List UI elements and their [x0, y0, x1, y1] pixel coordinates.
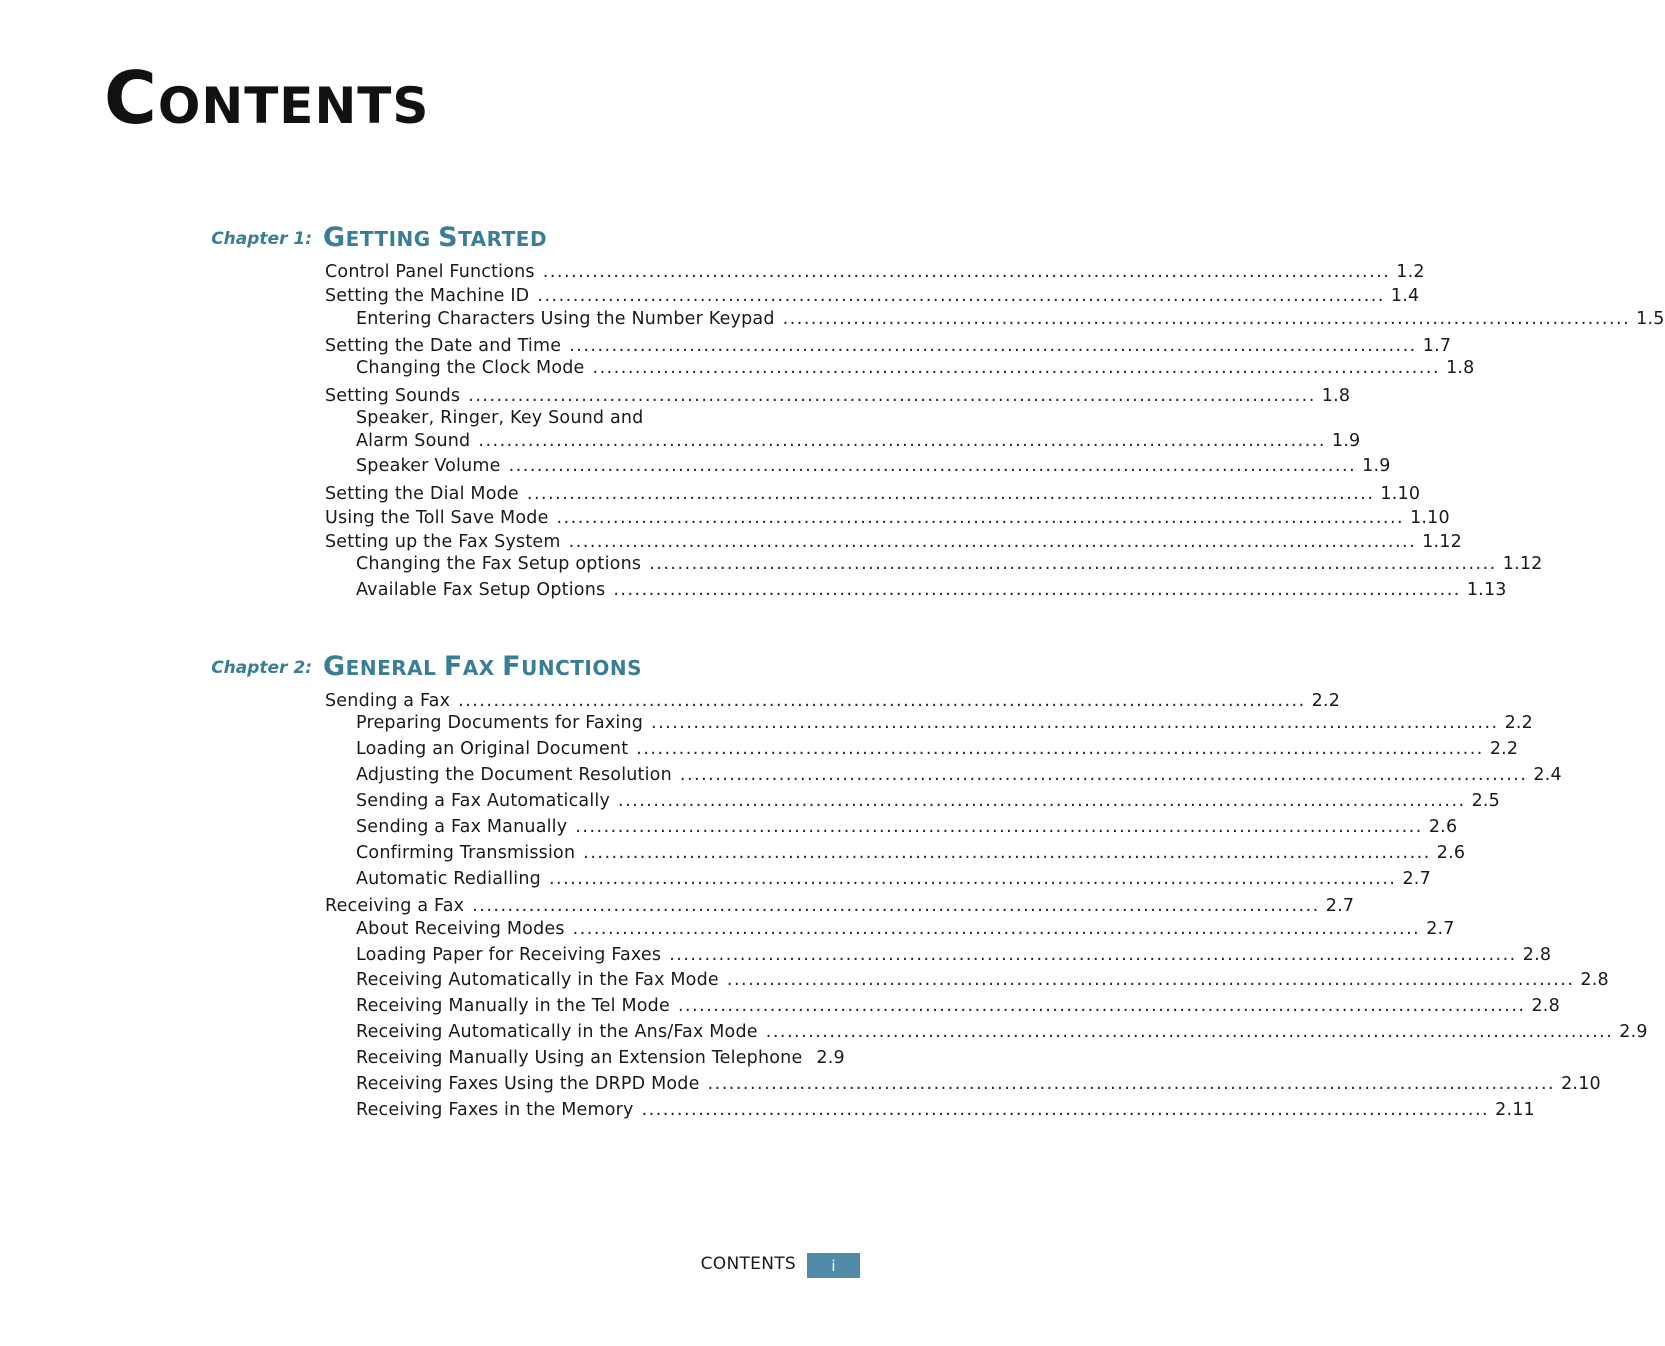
toc-entry-title: Receiving Manually Using an Extension Telephone	[356, 1048, 803, 1068]
toc-dot-leader: ........................................................................................................................	[613, 580, 1461, 600]
toc-page-number: 1.13	[1466, 580, 1507, 600]
toc-entry[interactable]	[325, 691, 1341, 715]
toc-entry[interactable]	[325, 386, 1351, 410]
toc-entry-title: Preparing Documents for Faxing	[356, 713, 644, 733]
toc-dot-leader: ........................................................................................................................	[677, 996, 1526, 1016]
chapter-title-rest: AX	[462, 656, 503, 680]
toc-page-number: 1.9	[1331, 431, 1361, 451]
toc-entry-title: Automatic Redialling	[356, 869, 541, 889]
toc-entry-title: Using the Toll Save Mode	[325, 508, 549, 528]
toc-entry-title: Setting Sounds	[325, 386, 461, 406]
chapter-1-heading	[0, 215, 954, 255]
toc-subentry[interactable]	[356, 791, 1501, 815]
toc-entry-title: Receiving Automatically in the Ans/Fax Mode	[356, 1022, 758, 1042]
toc-subentry[interactable]	[356, 869, 1431, 893]
toc-page-number: 2.8	[1580, 970, 1609, 990]
toc-page-number: 2.9	[1619, 1022, 1648, 1042]
toc-dot-leader: ........................................................................................................................	[569, 336, 1417, 356]
toc-subentry[interactable]	[356, 713, 1534, 737]
toc-page-number: 2.2	[1504, 713, 1534, 733]
toc-page-number: 1.9	[1362, 456, 1391, 476]
toc-subentry[interactable]	[356, 1074, 1601, 1098]
toc-subentry[interactable]	[356, 456, 1391, 480]
toc-page-number: 1.10	[1410, 508, 1450, 528]
chapter-1-label: Chapter 1:	[211, 229, 312, 249]
toc-entry-title: Receiving a Fax	[325, 896, 465, 916]
toc-subentry[interactable]	[356, 739, 1519, 763]
toc-dot-leader: ........................................................................................................................	[583, 843, 1431, 863]
toc-dot-leader: ........................................................................................................................	[575, 817, 1423, 837]
toc-entry-title: Setting up the Fax System	[325, 532, 561, 552]
chapter-title-cap: F	[502, 651, 522, 682]
chapter-2-heading	[0, 644, 954, 684]
toc-dot-leader: ........................................................................................................................	[526, 484, 1375, 504]
toc-dot-leader: ........................................................................................................................	[556, 508, 1405, 528]
toc-subentry[interactable]	[356, 580, 1507, 604]
toc-entry-title: Available Fax Setup Options	[356, 580, 606, 600]
toc-dot-leader: ........................................................................................................................	[548, 869, 1397, 889]
page-title-initial: C	[104, 56, 158, 140]
toc-dot-leader: ........................................................................................................................	[707, 1074, 1556, 1094]
toc-page-number: 2.10	[1561, 1074, 1601, 1094]
chapter-title-rest: TARTED	[458, 227, 548, 251]
toc-entry-title: Entering Characters Using the Number Keypad	[356, 309, 775, 329]
toc-page-number: 1.5	[1636, 309, 1665, 329]
toc-page-number: 1.4	[1390, 286, 1420, 306]
toc-dot-leader: ........................................................................................................................	[468, 386, 1316, 406]
toc-entry-title: Setting the Machine ID	[325, 286, 530, 306]
chapter-2-title	[323, 651, 642, 682]
chapter-1-title	[323, 222, 547, 253]
toc-entry-title: Sending a Fax Manually	[356, 817, 568, 837]
toc-dot-leader: ........................................................................................................................	[618, 791, 1466, 811]
toc-page-number: 2.8	[1531, 996, 1560, 1016]
toc-dot-leader: ........................................................................................................................	[472, 896, 1320, 916]
toc-entry-title: Sending a Fax Automatically	[356, 791, 611, 811]
toc-page-number: 2.6	[1436, 843, 1466, 863]
toc-page-number: 2.2	[1489, 739, 1519, 759]
toc-page-number: 1.2	[1396, 262, 1425, 282]
toc-page-number: 1.7	[1422, 336, 1452, 356]
chapter-title-cap: G	[323, 651, 346, 682]
toc-dot-leader: ........................................................................................................................	[782, 309, 1631, 329]
toc-entry-title: Adjusting the Document Resolution	[356, 765, 672, 785]
toc-entry[interactable]	[325, 484, 1421, 508]
chapter-title-rest: ETTING	[345, 227, 439, 251]
toc-page-number: 2.5	[1471, 791, 1501, 811]
toc-entry[interactable]	[325, 508, 1450, 532]
toc-subentry[interactable]	[356, 817, 1458, 841]
toc-entry-title: Setting the Date and Time	[325, 336, 562, 356]
toc-subentry[interactable]	[356, 309, 1665, 333]
toc-entry-title: Confirming Transmission	[356, 843, 576, 863]
toc-entry-title: Changing the Fax Setup options	[356, 554, 642, 574]
toc-dot-leader: ........................................................................................................................	[572, 919, 1421, 939]
toc-entry-title: Loading Paper for Receiving Faxes	[356, 945, 662, 965]
toc-subentry[interactable]	[356, 1048, 845, 1072]
toc-entry-title: Sending a Fax	[325, 691, 451, 711]
toc-subentry[interactable]	[356, 554, 1543, 578]
toc-subentry[interactable]	[356, 358, 1475, 382]
toc-entry-title: About Receiving Modes	[356, 919, 565, 939]
toc-entry-title: Setting the Dial Mode	[325, 484, 519, 504]
toc-page-number: 1.8	[1446, 358, 1475, 378]
page-title	[104, 56, 430, 140]
toc-subentry[interactable]	[356, 431, 1361, 455]
toc-entry-title: Control Panel Functions	[325, 262, 535, 282]
toc-subentry[interactable]	[356, 1022, 1648, 1046]
toc-entry-line: Speaker, Ringer, Key Sound and	[356, 408, 644, 428]
chapter-title-cap: F	[443, 651, 463, 682]
toc-dot-leader: ........................................................................................................................	[537, 286, 1385, 306]
chapter-title-rest: UNCTIONS	[521, 656, 642, 680]
toc-dot-leader: ........................................................................................................................	[592, 358, 1441, 378]
toc-page-number: 1.10	[1380, 484, 1421, 504]
toc-dot-leader: ........................................................................................................................	[636, 739, 1484, 759]
chapter-title-cap: S	[438, 222, 459, 253]
toc-page-number: 2.7	[1402, 869, 1431, 889]
toc-entry-title: Receiving Manually in the Tel Mode	[356, 996, 670, 1016]
footer-page-number: i	[807, 1253, 860, 1278]
toc-entry[interactable]	[325, 262, 1425, 286]
toc-subentry[interactable]	[356, 919, 1455, 943]
toc-subentry[interactable]	[356, 843, 1466, 867]
toc-page-number: 2.8	[1522, 945, 1552, 965]
toc-page-number: 1.8	[1321, 386, 1351, 406]
toc-entry[interactable]	[325, 286, 1420, 310]
toc-dot-leader: ........................................................................................................................	[649, 554, 1497, 574]
toc-page-number: 2.6	[1428, 817, 1458, 837]
toc-page-number: 2.11	[1495, 1100, 1535, 1120]
toc-dot-leader: ........................................................................................................................	[765, 1022, 1614, 1042]
toc-entry-title: Receiving Automatically in the Fax Mode	[356, 970, 719, 990]
toc-dot-leader: ........................................................................................................................	[669, 945, 1517, 965]
toc-entry[interactable]	[325, 896, 1355, 920]
chapter-title-cap: G	[323, 222, 346, 253]
toc-entry-title: Receiving Faxes in the Memory	[356, 1100, 634, 1120]
page-title-rest: ONTENTS	[157, 77, 430, 135]
toc-page-number: 1.12	[1502, 554, 1543, 574]
toc-page-number: 2.4	[1533, 765, 1562, 785]
toc-dot-leader: ........................................................................................................................	[568, 532, 1417, 552]
toc-dot-leader: ........................................................................................................................	[508, 456, 1357, 476]
toc-subentry[interactable]	[356, 996, 1560, 1020]
toc-page-number: 2.2	[1311, 691, 1341, 711]
toc-subentry[interactable]	[356, 1100, 1535, 1124]
toc-dot-leader: ........................................................................................................................	[651, 713, 1499, 733]
toc-entry-title: Changing the Clock Mode	[356, 358, 585, 378]
toc-dot-leader: ........................................................................................................................	[458, 691, 1306, 711]
toc-subentry[interactable]	[356, 970, 1609, 994]
toc-entry[interactable]	[325, 336, 1452, 360]
toc-dot-leader: ........................................................................................................................	[542, 262, 1391, 282]
toc-entry[interactable]	[325, 532, 1462, 556]
toc-entry-title: Loading an Original Document	[356, 739, 629, 759]
toc-dot-leader: ........................................................................................................................	[478, 431, 1326, 451]
toc-dot-leader: ........................................................................................................................	[641, 1100, 1490, 1120]
toc-subentry[interactable]	[356, 945, 1552, 969]
chapter-2-label: Chapter 2:	[211, 658, 312, 678]
chapter-2	[0, 644, 954, 684]
toc-dot-leader: ........................................................................................................................	[726, 970, 1575, 990]
toc-entry-title: Alarm Sound	[356, 431, 471, 451]
toc-dot-leader: ........................................................................................................................	[679, 765, 1528, 785]
toc-page-number: 2.9	[816, 1048, 845, 1068]
footer-label: CONTENTS	[700, 1254, 796, 1274]
chapter-1	[0, 215, 954, 255]
chapter-title-rest: ENERAL	[345, 656, 444, 680]
toc-subentry[interactable]	[356, 765, 1562, 789]
toc-entry-title: Speaker Volume	[356, 456, 501, 476]
toc-page-number: 2.7	[1426, 919, 1455, 939]
toc-entry-title: Receiving Faxes Using the DRPD Mode	[356, 1074, 700, 1094]
toc-page-number: 1.12	[1422, 532, 1462, 552]
toc-page-number: 2.7	[1325, 896, 1355, 916]
